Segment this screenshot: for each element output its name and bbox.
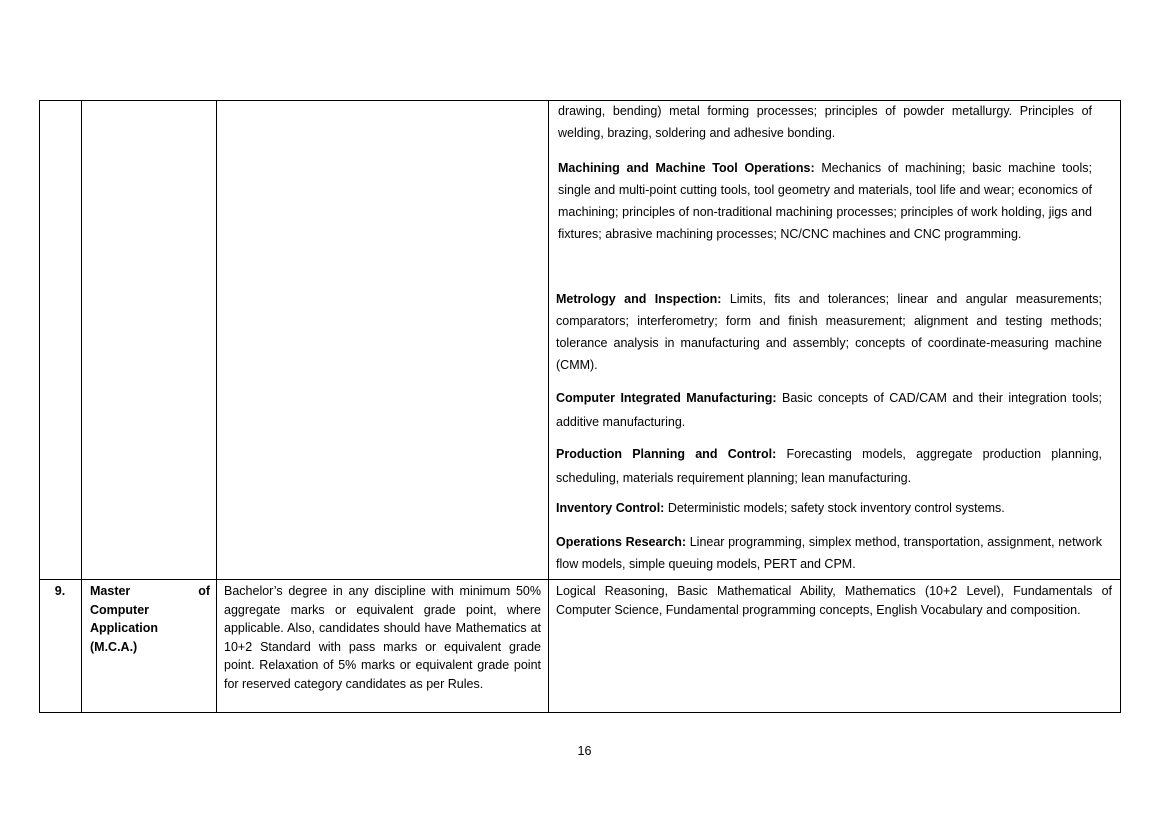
programme-name-line: of [198,584,210,598]
page-number: 16 [577,744,592,758]
programme-name-line: Computer [90,602,150,617]
programme-name-line: Master [90,584,131,598]
paragraph-heading: Machining and Machine Tool Operations: [558,161,815,175]
table-left-border [39,100,40,713]
paragraph-text: drawing, bending) metal forming processes; principles of powder metallurgy. Principles of welding, brazing, soldering and adhesive bonding. [558,104,1092,140]
programme-name [90,582,210,656]
column-divider-3 [548,100,549,713]
paragraph-heading: Inventory Control: [556,501,665,515]
paragraph-text: Linear programming, simplex method, transportation, assignment, network flow models, simple queuing models, PERT and CPM. [556,535,1102,571]
paragraph-heading: Operations Research: [556,535,687,549]
table-bottom-border [39,712,1121,713]
syllabus-paragraph [556,386,1102,434]
paragraph-text: Basic concepts of CAD/CAM and their integration tools; additive manufacturing. [556,391,1102,429]
paragraph-text: Forecasting models, aggregate production planning, scheduling, materials requirement planning; lean manufacturing. [556,447,1102,485]
paragraph-text: Mechanics of machining; basic machine tools; single and multi-point cutting tools, tool geometry and materials, tool life and wear; economics of machining; principles of non-traditional machining processes; principles of work holding, jigs and fixtures; abrasive machining processes; NC/CNC machines and CNC programming. [558,161,1093,241]
eligibility-text [224,582,541,693]
paragraph-heading: Metrology and Inspection: [556,292,722,306]
column-divider-2 [216,100,217,713]
eligibility-paragraph: Bachelor’s degree in any discipline with minimum 50% aggregate marks or equivalent grade point, where applicable. Also, candidates should have Mathematics at 10+2 Standard with pass marks or equivalent grade point. Relaxation of 5% marks or equivalent grade point for reserved category candidates as per Rules. [224,584,541,691]
paragraph-heading: Production Planning and Control: [556,447,777,461]
syllabus-paragraph [558,157,1092,245]
programme-name-line: (M.C.A.) [90,639,138,654]
syllabus-paragraph [558,100,1092,144]
syllabus-text [556,582,1112,619]
paragraph-text: Limits, fits and tolerances; linear and angular measurements; comparators; interferometry; form and finish measurement; alignment and testing methods; tolerance analysis in manufacturing and assembly; concepts of coordinate-measuring machine (CMM). [556,292,1102,372]
table-right-border [1120,100,1121,713]
serial-number: 9. [54,584,66,598]
syllabus-paragraph [556,531,1102,575]
column-divider-1 [81,100,82,713]
syllabus-paragraph [556,497,1102,519]
syllabus-paragraph [556,442,1102,490]
syllabus-paragraph: Logical Reasoning, Basic Mathematical Ability, Mathematics (10+2 Level), Fundamentals of Computer Science, Fundamental programming concepts, English Vocabulary and composition. [556,584,1112,617]
syllabus-paragraph [556,288,1102,376]
paragraph-text: Deterministic models; safety stock inventory control systems. [664,501,1005,515]
paragraph-heading: Computer Integrated Manufacturing: [556,391,777,405]
programme-name-line: Application [90,621,159,635]
row-divider [39,579,1121,580]
